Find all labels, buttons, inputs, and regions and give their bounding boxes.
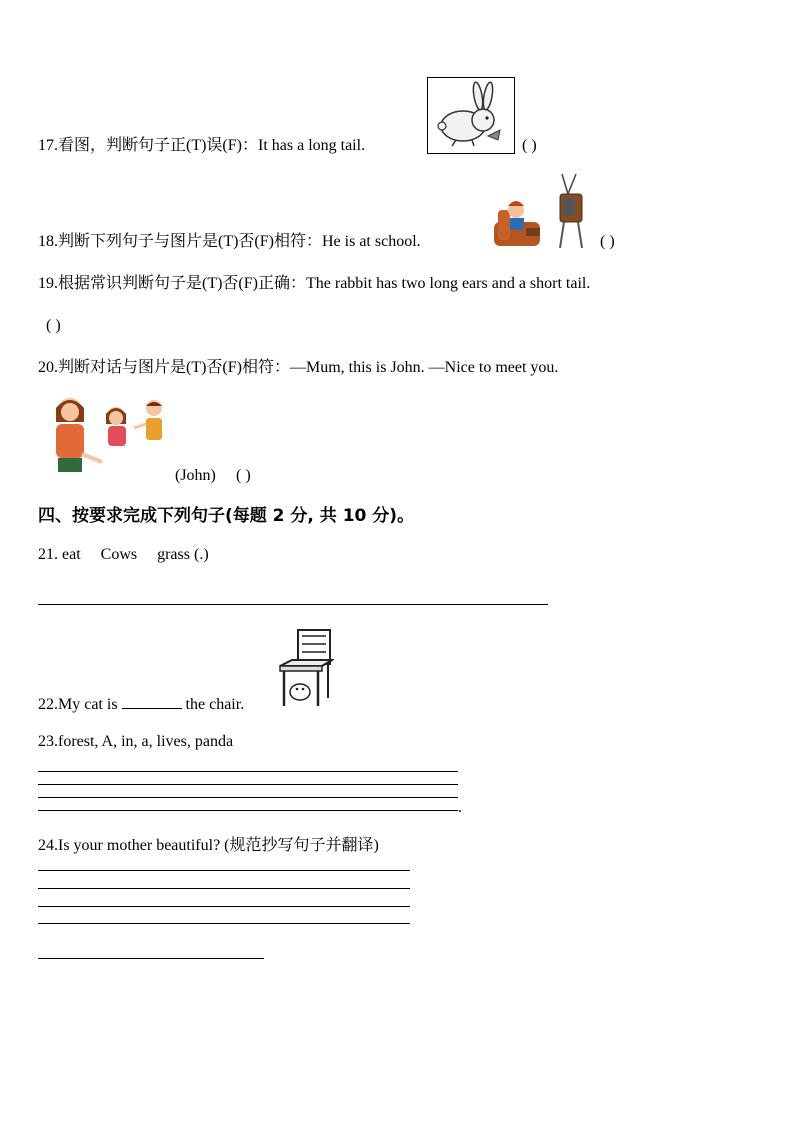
- section-4-title: 四、按要求完成下列句子(每题 2 分, 共 10 分)。: [38, 506, 415, 526]
- q18-text: 18.判断下列句子与图片是(T)否(F)相符：He is at school.: [38, 233, 421, 250]
- q17-answer-paren[interactable]: ( ): [522, 137, 537, 154]
- q23-answer-line-1[interactable]: [38, 771, 458, 772]
- q23-answer-line-3[interactable]: [38, 797, 458, 798]
- q24-text: 24.Is your mother beautiful? (规范抄写句子并翻译): [38, 837, 379, 854]
- q24-answer-line-2[interactable]: [38, 888, 410, 889]
- q18-answer-paren[interactable]: ( ): [600, 233, 615, 250]
- q17-text: 17.看图，判断句子正(T)误(F)：It has a long tail.: [38, 137, 366, 154]
- q20-answer-paren[interactable]: ( ): [236, 467, 251, 484]
- q22-text-after: the chair.: [185, 696, 245, 713]
- boy-watching-tv-image: [490, 170, 590, 250]
- q24-answer-line-3[interactable]: [38, 906, 410, 907]
- q20-caption: (John): [175, 467, 216, 484]
- q21-text: 21. eat Cows grass (.): [38, 546, 209, 563]
- cat-under-chair-image: [278, 626, 334, 708]
- rabbit-image: [427, 77, 515, 154]
- q23-answer-line-4[interactable]: [38, 810, 458, 811]
- q20-text: 20.判断对话与图片是(T)否(F)相符：—Mum, this is John. —Nice to meet you.: [38, 359, 559, 376]
- q23-end-period: .: [458, 799, 462, 816]
- q21-answer-line[interactable]: [38, 604, 548, 605]
- q19-answer-paren[interactable]: ( ): [46, 317, 61, 334]
- q24-answer-line-1[interactable]: [38, 870, 410, 871]
- q24-answer-line-4[interactable]: [38, 923, 410, 924]
- q23-text: 23.forest, A, in, a, lives, panda: [38, 733, 234, 750]
- q24-translation-line[interactable]: [38, 958, 264, 959]
- q22-answer-blank[interactable]: [122, 694, 182, 709]
- q23-answer-line-2[interactable]: [38, 784, 458, 785]
- q22-text-before: 22.My cat is: [38, 696, 118, 713]
- q22-line: [38, 694, 244, 715]
- family-introduction-image: [36, 392, 176, 482]
- q19-text: 19.根据常识判断句子是(T)否(F)正确：The rabbit has two long ears and a short tail.: [38, 275, 591, 292]
